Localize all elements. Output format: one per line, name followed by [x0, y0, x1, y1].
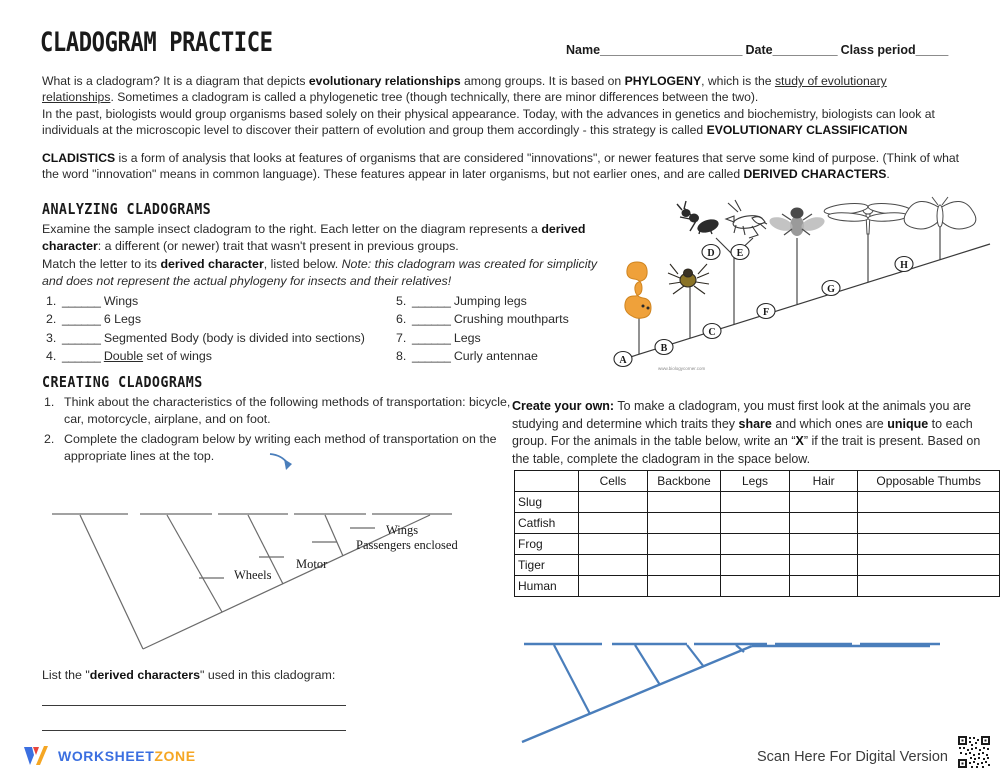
list-item [46, 293, 365, 310]
analyze-bold-derived-character: derived character [42, 222, 586, 254]
derived-character-list-left [46, 293, 365, 367]
analyze-bold-derived-character-2: derived character [160, 256, 264, 271]
name-blank[interactable]: ______________________ [600, 43, 742, 57]
list-item [396, 311, 569, 328]
cell-slug-hair[interactable] [789, 492, 857, 513]
node-H [895, 257, 913, 272]
transport-label-wings: Wings [386, 523, 419, 537]
insect-cladogram-figure [612, 196, 998, 372]
branch-4 [325, 515, 343, 556]
prompt-text-a: List the " [42, 668, 90, 682]
ant-icon [677, 201, 720, 235]
grasshopper-icon [726, 200, 767, 238]
prompt-bold: derived characters [89, 668, 200, 682]
column-header-backbone: Backbone [647, 471, 720, 492]
branch-1 [554, 645, 590, 714]
section-heading-creating: CREATING CLADOGRAMS [42, 373, 203, 391]
cell-slug-legs[interactable] [721, 492, 790, 513]
item-label: Complete the cladogram below by writing each method of transportation on the appropriate lines at the top. [64, 431, 497, 464]
create-your-own-instructions [512, 398, 984, 468]
answer-blank[interactable]: ______ [62, 312, 101, 327]
intro-bold-evolutionary-relationships: evolutionary relationships [308, 74, 461, 88]
svg-text:F: F [762, 307, 770, 318]
item-label: Wings [103, 294, 139, 308]
dragonfly-icon [824, 202, 913, 234]
transport-cladogram-figure [40, 492, 510, 660]
intro-text-c: among groups. It is based on [460, 74, 625, 88]
item-label: Think about the characteristics of the following methods of transportation: bicycle, car, motorcycle, airplane, and on foot. [64, 395, 511, 427]
cell-frog-legs[interactable] [721, 534, 790, 555]
row-label-frog: Frog [515, 534, 579, 555]
item-number: 8. [396, 349, 407, 364]
intro-text-e: , which is the [701, 74, 775, 88]
answer-blank[interactable]: ______ [412, 294, 451, 308]
section-heading-analyzing: ANALYZING CLADOGRAMS [42, 200, 212, 218]
logo-text [58, 748, 196, 764]
list-item [396, 293, 569, 310]
item-label: Crushing mouthparts [453, 312, 569, 327]
analyze-note-italic: Note: this cladogram was created for simplicity and does not represent the actual phylogeny for insects and their relatives! [42, 256, 598, 289]
create-your-own-label: Create your own: [512, 399, 615, 413]
item-label-underlined: Double [103, 349, 144, 364]
analyze-text-a: Examine the sample insect cladogram to the right. Each letter on the diagram represents a [42, 222, 542, 236]
cell-human-thumbs[interactable] [858, 576, 1000, 597]
row-label-human: Human [515, 576, 579, 597]
item-number: 2. [44, 431, 55, 446]
butterfly-icon [904, 197, 976, 229]
figure-credit: www.biologycorner.com [658, 366, 706, 371]
cell-human-cells[interactable] [578, 576, 647, 597]
list-item [46, 311, 365, 328]
svg-text:C: C [708, 327, 716, 338]
item-label-rest: set of wings [143, 349, 212, 364]
intro-paragraph-1 [42, 73, 958, 139]
node-G [822, 281, 840, 296]
table-header-row [515, 471, 1000, 492]
item-label: Jumping legs [453, 294, 527, 308]
cell-human-legs[interactable] [721, 576, 790, 597]
svg-text:B: B [660, 343, 668, 354]
item-label: Curly antennae [453, 349, 538, 364]
date-label: Date [745, 43, 773, 57]
cyo-bold-unique: unique [887, 416, 929, 431]
intro-bold-phylogeny: PHYLOGENY [624, 74, 702, 88]
analyze-text-d: Match the letter to its [42, 256, 161, 271]
branch-2 [635, 645, 660, 685]
class-period-blank[interactable]: _____ [915, 43, 948, 57]
date-blank[interactable]: __________ [772, 43, 838, 57]
intro-paragraph-2 [42, 150, 962, 183]
trunk-line [522, 646, 752, 742]
trunk-line [624, 244, 990, 359]
class-period-label: Class period [840, 43, 916, 57]
answer-blank[interactable]: ______ [62, 349, 101, 364]
cell-frog-thumbs[interactable] [858, 534, 1000, 555]
answer-blank[interactable]: ______ [412, 330, 451, 345]
svg-text:E: E [736, 248, 744, 259]
logo-worksheet-text: WORKSHEET [58, 748, 155, 764]
svg-text:G: G [827, 284, 835, 295]
fly-icon [768, 208, 827, 237]
blue-arrow-icon [268, 450, 294, 472]
scan-instruction-text: Scan Here For Digital Version [757, 749, 948, 765]
item-number: 5. [396, 294, 407, 308]
cyo-bold-x: X [795, 434, 804, 449]
row-label-tiger: Tiger [515, 555, 579, 576]
node-A [614, 352, 632, 367]
analyze-text-c: : a different (or newer) trait that wasn't present in previous groups. [97, 239, 459, 254]
cyo-text-b: To make a cladogram, you must first look at the animals you are studying and determine which traits they [512, 399, 971, 431]
cell-tiger-cells[interactable] [578, 555, 647, 576]
cyo-text-f: to each group. For the animals in the table below, write an “ [512, 416, 973, 449]
intro-underline-study: study of evolutionary relationships [42, 74, 887, 105]
table-row [515, 555, 1000, 576]
student-info-row [566, 43, 948, 57]
branch-2 [167, 515, 222, 612]
answer-line-2[interactable] [42, 730, 346, 731]
column-header-hair: Hair [789, 471, 857, 492]
transport-label-motor: Motor [296, 557, 328, 571]
item-number: 1. [46, 294, 57, 308]
column-header-legs: Legs [721, 471, 790, 492]
cell-catfish-legs[interactable] [721, 513, 790, 534]
item-number: 1. [44, 395, 55, 409]
name-label: Name [566, 43, 601, 57]
transport-label-passengers-enclosed: Passengers enclosed [356, 538, 458, 552]
worksheet-zone-logo[interactable] [22, 745, 196, 767]
analyze-text-f: , listed below. [263, 256, 342, 271]
item-label: Legs [453, 330, 481, 345]
cell-slug-cells[interactable] [578, 492, 647, 513]
answer-blank[interactable]: ______ [62, 294, 101, 308]
branch-3 [687, 645, 704, 667]
answer-blank[interactable]: ______ [62, 330, 101, 345]
page-title: CLADOGRAM PRACTICE [40, 27, 273, 58]
node-B [655, 340, 673, 355]
cell-frog-backbone[interactable] [647, 534, 720, 555]
cyo-bold-share: share [738, 416, 772, 431]
spider-icon [668, 264, 709, 294]
row-label-catfish: Catfish [515, 513, 579, 534]
cell-tiger-thumbs[interactable] [858, 555, 1000, 576]
cell-tiger-legs[interactable] [721, 555, 790, 576]
table-row [515, 576, 1000, 597]
transport-label-wheels: Wheels [234, 568, 272, 582]
derived-characters-bold: DERIVED CHARACTERS [743, 167, 887, 182]
qr-code-icon[interactable] [957, 735, 991, 769]
cell-human-hair[interactable] [789, 576, 857, 597]
item-number: 3. [46, 330, 57, 345]
intro-text-h: In the past, biologists would group organisms based solely on their physical appearance. Today, with the advances in genetics and biochemistry, biologists can look at individuals at the microscopic level to discover their pattern of evolution and group them accordingly - this strategy is called [42, 106, 935, 138]
cell-catfish-cells[interactable] [578, 513, 647, 534]
list-item [46, 330, 365, 347]
branch-1 [80, 515, 143, 649]
cladistics-bold: CLADISTICS [42, 151, 116, 165]
intro-text-g: . Sometimes a cladogram is called a phylogenetic tree (though technically, there are minor differences between the two). [110, 90, 759, 105]
node-C [703, 324, 721, 339]
blank-cladogram-figure [512, 628, 998, 752]
list-item [46, 348, 365, 365]
logo-zone-text: ZONE [154, 748, 196, 764]
derived-characters-prompt [42, 668, 335, 682]
cyo-text-h: ” if the trait is present. Based on the table, complete the cladogram in the space below. [512, 434, 981, 466]
answer-line-1[interactable] [42, 705, 346, 706]
item-label: 6 Legs [103, 312, 142, 327]
list-item [396, 348, 569, 365]
item-number: 7. [396, 330, 407, 345]
item-number: 6. [396, 312, 407, 327]
column-header-opposable-thumbs: Opposable Thumbs [858, 471, 1000, 492]
intro-text-a: What is a cladogram? It is a diagram that depicts [42, 74, 309, 88]
column-header-cells: Cells [578, 471, 647, 492]
svg-text:H: H [900, 260, 908, 271]
item-number: 2. [46, 312, 57, 327]
table-row [515, 534, 1000, 555]
row-label-slug: Slug [515, 492, 579, 513]
cladistics-text: is a form of analysis that looks at features of organisms that are considered "innovations", or newer features that serve some kind of purpose. (Think of what the word "innovation" means in common language). These features appear in later organisms, but not earlier ones, and are called [42, 151, 960, 182]
analyzing-instructions [42, 221, 612, 291]
cell-tiger-hair[interactable] [789, 555, 857, 576]
answer-blank[interactable]: ______ [412, 312, 451, 327]
cell-frog-cells[interactable] [578, 534, 647, 555]
intro-bold-evolutionary-classification: EVOLUTIONARY CLASSIFICATION [706, 123, 908, 138]
answer-blank[interactable]: ______ [412, 349, 451, 364]
logo-mark-icon [22, 745, 52, 767]
list-item [44, 394, 514, 429]
cell-tiger-backbone[interactable] [647, 555, 720, 576]
caterpillar-icon [625, 262, 651, 318]
table-row [515, 492, 1000, 513]
node-D [702, 245, 720, 260]
cell-catfish-thumbs[interactable] [858, 513, 1000, 534]
cladistics-period: . [886, 167, 890, 182]
cell-catfish-backbone[interactable] [647, 513, 720, 534]
node-E [731, 245, 749, 260]
prompt-text-c: " used in this cladogram: [200, 668, 336, 682]
list-item [396, 330, 569, 347]
cell-slug-thumbs[interactable] [858, 492, 1000, 513]
table-corner-cell [515, 471, 579, 492]
node-F [757, 304, 775, 319]
cell-frog-hair[interactable] [789, 534, 857, 555]
svg-text:A: A [619, 355, 627, 366]
item-number: 4. [46, 349, 57, 364]
derived-character-list-right [396, 293, 569, 367]
table-row [515, 513, 1000, 534]
svg-text:D: D [707, 248, 715, 259]
cell-catfish-hair[interactable] [789, 513, 857, 534]
cyo-text-d: and which ones are [771, 416, 888, 431]
cell-human-backbone[interactable] [647, 576, 720, 597]
traits-table [514, 470, 1000, 597]
item-label: Segmented Body (body is divided into sections) [103, 330, 365, 345]
cell-slug-backbone[interactable] [647, 492, 720, 513]
